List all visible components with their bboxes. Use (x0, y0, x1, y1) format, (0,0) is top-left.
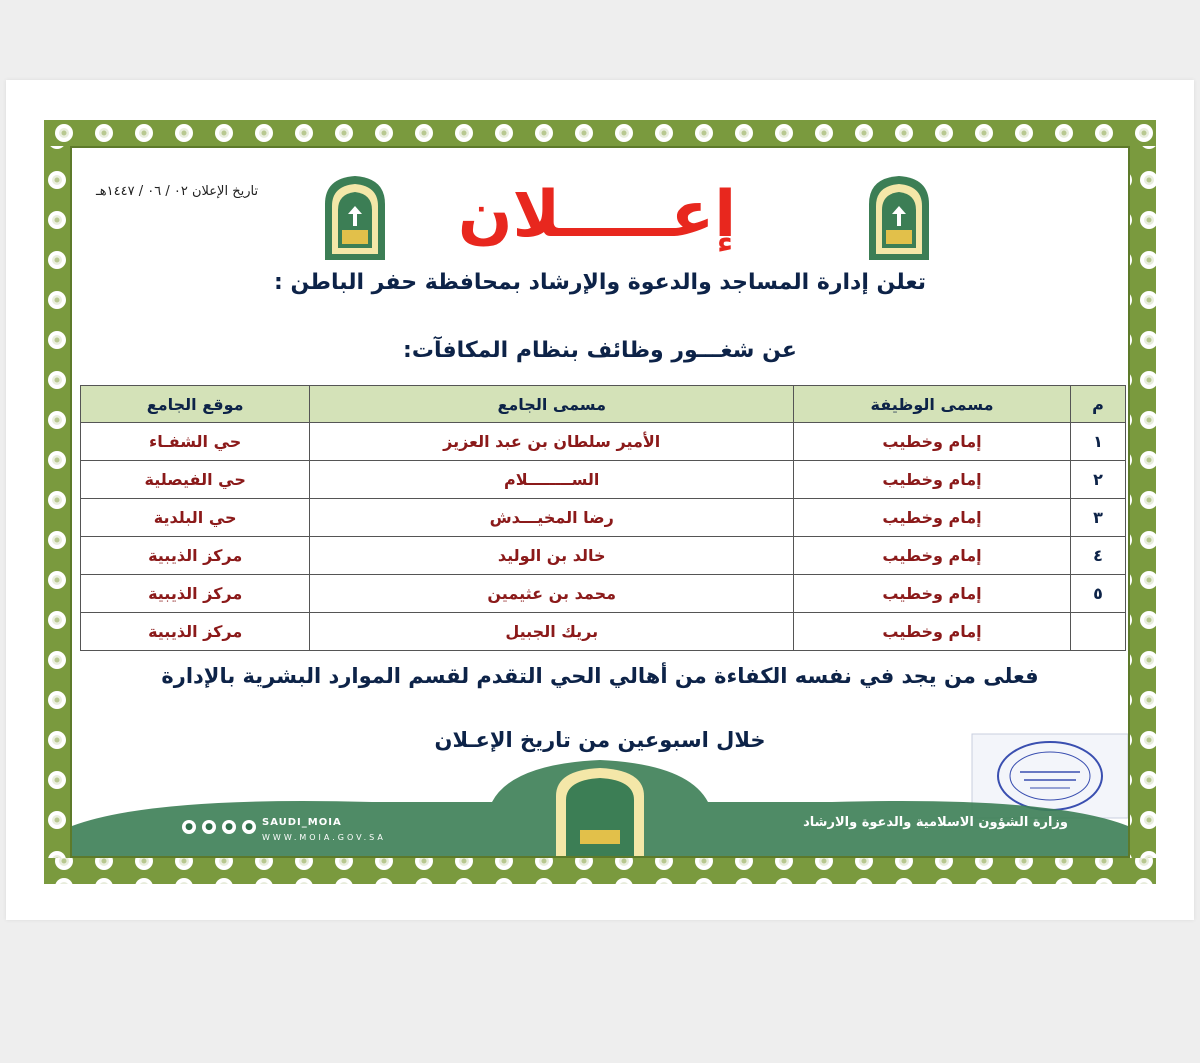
header-mosque-location: موقع الجامع (81, 386, 310, 423)
row-mosque-name: محمد بن عثيمين (310, 575, 794, 613)
row-job-title: إمام وخطيب (794, 575, 1071, 613)
intro-line: تعلن إدارة المساجد والدعوة والإرشاد بمحافظة حفر الباطن : (274, 270, 926, 295)
row-number: ١ (1071, 423, 1126, 461)
table-row (81, 537, 1126, 575)
row-mosque-name: خالد بن الوليد (310, 537, 794, 575)
announcement-title: إعـــــلان (457, 178, 737, 252)
social-icon[interactable]: ● (242, 820, 256, 834)
row-job-title: إمام وخطيب (794, 461, 1071, 499)
footer-ministry-name: وزارة الشؤون الاسلامية والدعوة والارشاد (803, 815, 1068, 830)
table-row (81, 423, 1126, 461)
table-header-row (81, 386, 1126, 423)
header-number: م (1071, 386, 1126, 423)
row-number: ٣ (1071, 499, 1126, 537)
row-job-title: إمام وخطيب (794, 423, 1071, 461)
row-number: ٢ (1071, 461, 1126, 499)
header-mosque-name: مسمى الجامع (310, 386, 794, 423)
row-job-title: إمام وخطيب (794, 613, 1071, 651)
footer-banner (72, 756, 1128, 856)
vacancies-table (80, 385, 1126, 651)
row-mosque-name: الســــــــلام (310, 461, 794, 499)
row-mosque-location: مركز الذيبية (81, 613, 310, 651)
row-mosque-location: حي الفيصلية (81, 461, 310, 499)
row-mosque-location: مركز الذيبية (81, 537, 310, 575)
table-row (81, 461, 1126, 499)
ministry-emblem-icon (864, 174, 934, 260)
row-mosque-location: مركز الذيبية (81, 575, 310, 613)
row-job-title: إمام وخطيب (794, 537, 1071, 575)
footer-website[interactable]: WWW.MOIA.GOV.SA (262, 833, 386, 842)
row-mosque-name: رضا المخيـــدش (310, 499, 794, 537)
social-icon[interactable]: ● (202, 820, 216, 834)
subject-line: عن شغـــور وظائف بنظام المكافآت: (403, 338, 797, 363)
row-job-title: إمام وخطيب (794, 499, 1071, 537)
document-body (70, 146, 1130, 858)
row-mosque-location: حي البلدية (81, 499, 310, 537)
apply-deadline: خلال اسبوعين من تاريخ الإعـلان (434, 728, 766, 752)
decorative-frame (44, 120, 1156, 884)
row-mosque-location: حي الشفـاء (81, 423, 310, 461)
table-row (81, 575, 1126, 613)
row-mosque-name: بريك الجبيل (310, 613, 794, 651)
row-number (1071, 613, 1126, 651)
announcement-date: تاريخ الإعلان ٠٢ / ٠٦ / ١٤٤٧هـ (96, 184, 259, 199)
social-icon[interactable]: ● (182, 820, 196, 834)
row-number: ٥ (1071, 575, 1126, 613)
table-row (81, 613, 1126, 651)
row-number: ٤ (1071, 537, 1126, 575)
row-mosque-name: الأمير سلطان بن عبد العزيز (310, 423, 794, 461)
table-row (81, 499, 1126, 537)
footer-brand: SAUDI_MOIA (262, 817, 342, 828)
apply-instructions: فعلى من يجد في نفسه الكفاءة من أهالي الحي التقدم لقسم الموارد البشرية بالإدارة (161, 664, 1039, 688)
social-icon[interactable]: ● (222, 820, 236, 834)
header-job-title: مسمى الوظيفة (794, 386, 1071, 423)
